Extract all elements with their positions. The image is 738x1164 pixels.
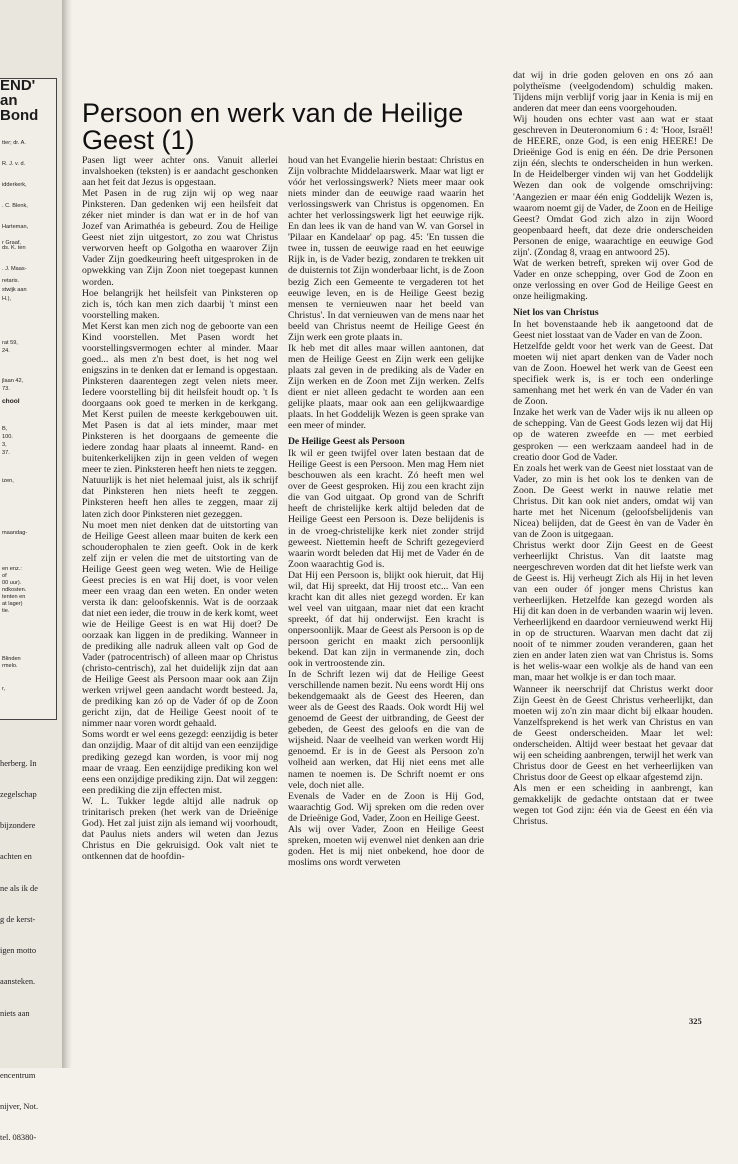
- paragraph: Soms wordt er wel eens gezegd: eenzijdig is beter dan onzijdig. Maar of dit altijd van een eenzijdige prediking gezegd kan worden, is voor mij nog maar de vraag. Een eenzijdige prediking kon wel eens een onzijdige prediking zijn. Dat wil zeggen: een prediking die zijn effecten mist.: [82, 729, 278, 796]
- left-item: izen,: [2, 478, 14, 484]
- contact-line: R. J. v. d.: [2, 161, 26, 167]
- left-item: chool: [2, 398, 20, 405]
- left-line: [0, 1040, 60, 1050]
- left-line: g de kerst-: [0, 914, 36, 924]
- left-item: 37.: [2, 450, 10, 456]
- paragraph: Inzake het werk van de Vader wijs ik nu alleen op de schepping. Van de Geest Gods lezen wij dat Hij op de wateren zweefde en — met eerbied gesproken — een werkzaam aandeel had in de creatio door God de Vader.: [513, 407, 713, 463]
- left-line: igen motto: [0, 946, 37, 956]
- left-item: rat 59,: [2, 340, 18, 346]
- paragraph: Evenals de Vader en de Zoon is Hij God, waarachtig God. Wij spreken om die reden over de Drieënige God, Vader, Zoon en Heilige Geest.: [288, 790, 484, 824]
- left-item: 73.: [2, 386, 10, 392]
- paragraph: Nu moet men niet denken dat de uitstorting van de Heilige Geest alleen maar buiten de kerk een schouderophalen te zien geeft. Ook in de kerk zelf zijn er velen die met de uitstorting van de Heilige Geest geen weg weten. Wie de Heilige Geest precies is en wat Hij doet, is voor velen meer een vraag dan een weten. En onder weten versta ik dan: geloofskennis. Wat is de oorzaak dat niet een ieder, die trouw in de kerk komt, weet wie de Heilige Geest is en wat Hij doet? De oorzaak kan liggen in de prediking. Wanneer in de prediking alle nadruk alleen valt op God de Vader (patrocentrisch) of alleen maar op Christus (christo-centrisch), zal het duidelijk zijn dat aan de Heilige Geest als Persoon maar ook aan Zijn werken vrijwel geen aandacht wordt besteed. Ja, de prediking kan zó op de Vader óf op de Zoon gericht zijn, dat de Heilige Geest nooit of te nimmer naar voren wordt gehaald.: [82, 519, 278, 730]
- paragraph: In het bovenstaande heb ik aangetoond dat de Geest niet losstaat van de Vader en van de Zoon.: [513, 318, 713, 342]
- section-heading: De Heilige Geest als Persoon: [288, 436, 405, 448]
- contact-line: . J. Maas-: [2, 266, 27, 272]
- left-page-header: [0, 78, 60, 123]
- left-item: tie.: [2, 608, 10, 614]
- left-line: encentrum: [0, 1070, 36, 1080]
- article-column-2: [288, 155, 484, 1025]
- paragraph: Met Kerst kan men zich nog de geboorte van een Kind voorstellen. Met Pasen wordt het voorstellingsvermogen echter al minder. Maar goed... als men z'n best doet, is het nog wel enigszins in te denken dat er Iemand is opgestaan. Pinksteren daarentegen zegt velen niets meer. Iedere voorstelling bij dit heilsfeit houdt op. 't Is doorgaans ook goed te merken in de kerkgang. Met Kerst puilen de meeste kerkgebouwen uit. Met Pasen is dat al iets minder, maar met Pinksteren is het doorgaans de gemeente die iedere zondag haar plaats al inneemt. Rand- en buitenkerkelijken zijn in geen velden of wegen meer te zien. Pinksteren heeft hen niets te zeggen.: [82, 320, 278, 476]
- left-item: H.),: [2, 296, 12, 302]
- left-item: en enz.:: [2, 566, 22, 572]
- paragraph: W. L. Tukker legde altijd alle nadruk op trinitarisch preken (het werk van de Drieënige God). Het zal juist zijn als iemand wij voorhoudt, dat Paulus niets anders wil weten dan Jezus Christus en Die gekruisigd. Ook valt niet te ontkennen dat de hoofdin-: [82, 795, 278, 862]
- contact-line: . C. Blenk,: [2, 203, 28, 209]
- paragraph: Wanneer ik neerschrijf dat Christus werkt door Zijn Geest èn de Geest Christus verheerlijkt, dan moeten wij zo'n zin maar dicht bij elkaar houden. Vanzelfsprekend is het werk van Christus en van de Geest onderscheiden. Maar let wel: onderscheiden. Altijd weer bestaat het gevaar dat wij een scheiding aanbrengen, terwijl het werk van Christus door de Geest en het verheerlijken van Christus door de Geest op elkaar afgestemd zijn.: [513, 683, 713, 783]
- contact-line: stwijk aan: [2, 287, 27, 293]
- left-item: Blinden: [2, 656, 21, 662]
- paragraph: En zoals het werk van de Geest niet losstaat van de Vader, zo min is het ook los te denken van de Zoon. De Geest werkt in nauwe relatie met Christus. Dit kan ook niet anders, omdat wij van harte met het Nicenum (geloofsbelijdenis van Nicea) belijden, dat de Geest èn van de Vader èn van de Zoon is uitgegaan.: [513, 462, 713, 540]
- left-item: 00 uur).: [2, 580, 22, 586]
- left-line: herberg. In: [0, 758, 37, 768]
- left-line: zegelschap: [0, 790, 37, 800]
- left-item: r Graaf,: [2, 240, 21, 246]
- paragraph: Wat de werken betreft, spreken wij over God de Vader en onze schepping, over God de Zoon en onze verlossing en over God de Heilige Geest en onze heiligmaking.: [513, 257, 713, 302]
- left-line: niets aan: [0, 1008, 30, 1018]
- paragraph: In de Schrift lezen wij dat de Heilige Geest verschillende namen bezit. Nu eens wordt Hij ons bekendgemaakt als de Geest des Heeren, dan weer als de Geest des Raads. Ook wordt Hij wel genoemd de Geest der uitbranding, de Geest der gebeden, de Geest des geloofs en die van de wijsheid. Naar de veelheid van werken wordt Hij genoemd. Er is in de Geest als Persoon zo'n volheid aan werken, dat Hij niet eens met alle namen te noemen is. De Schrift noemt er ons vele, doch niet alle.: [288, 669, 484, 791]
- left-item: maandag-: [2, 530, 28, 536]
- paragraph: dat wij in drie goden geloven en ons zó aan polytheïsme (veelgodendom) schuldig maken. Tijdens mijn verblijf vorig jaar in Kenia is mij en anderen dat meer dan eens voorgehouden.: [513, 70, 713, 115]
- contact-line: idderkerk,: [2, 182, 27, 188]
- header-line: END': [0, 77, 36, 94]
- left-line: tel. 08380-: [0, 1133, 37, 1143]
- left-item: jlaan 42,: [2, 378, 24, 384]
- left-item: tenten en: [2, 594, 26, 600]
- left-item: of: [2, 573, 7, 579]
- contact-line: tter; dr. A.: [2, 140, 26, 146]
- left-page-fragment: [0, 0, 62, 1143]
- left-item: 100.: [2, 434, 13, 440]
- header-line: an: [0, 92, 18, 109]
- paragraph: Ik heb met dit alles maar willen aantonen, dat men de Heilige Geest en Zijn werk een gelijke plaats zal geven in de prediking als de Vader en Zijn werken en de Zoon met Zijn werken. Zelfs dient er niet alleen gedacht te worden aan een gelijke plaats, maar ook aan een gelijkwaardige plaats. In het Goddelijk Wezen is geen sprake van een meer of minder.: [288, 342, 484, 432]
- article-title: Persoon en werk van de Heilige Geest (1): [82, 98, 464, 155]
- left-line: achten en: [0, 852, 32, 862]
- header-line: Bond: [0, 107, 39, 124]
- contact-line: ds. K. ten: [2, 245, 26, 251]
- paragraph: Als wij over Vader, Zoon en Heilige Geest spreken, moeten wij evenwel niet denken aan drie goden. Het is mij niet onbekend, hoe door de moslims ons wordt verweten: [288, 823, 484, 868]
- paragraph: Als men er een scheiding in aanbrengt, kan gemakkelijk de gedachte ontstaan dat er twee wegen tot God zijn: één via de Geest en één via Christus.: [513, 782, 713, 828]
- left-line: aansteken.: [0, 977, 36, 987]
- left-item: 24.: [2, 348, 10, 354]
- left-body-text: [0, 738, 60, 1164]
- paragraph: Ik wil er geen twijfel over laten bestaan dat de Heilige Geest is een Persoon. Men mag Hem niet beschouwen als een kracht. Zó heeft men wel over de Geest gesproken. Hij zou een kracht zijn die van God uitgaat. Op grond van de Schrift heeft de christelijke kerk altijd beleden dat de Heilige Geest een Persoon is. Deze belijdenis is in de vroeg-christelijke kerk niet zonder strijd geweest. Niettemin heeft de Schrift gezegevierd waarin wordt beleden dat Hij met de Vader én de Zoon waarachtig God is.: [288, 448, 484, 570]
- left-item: ndkosten.: [2, 587, 27, 593]
- paragraph: Pasen ligt weer achter ons. Vanuit allerlei invalshoeken (teksten) is er aandacht geschonken aan het feit dat Jezus is opgestaan.: [82, 155, 278, 189]
- left-item: retaris.: [2, 278, 20, 284]
- page-number: 325: [689, 1016, 702, 1026]
- left-item: 3,: [2, 442, 7, 448]
- page-gutter: [62, 0, 72, 1068]
- paragraph: Wij houden ons echter vast aan wat er staat geschreven in Deuteronomium 6 : 4: 'Hoor, Israël! de HEERE, onze God, is een enig HEERE! De Drieënige God is enig en één. De drie Personen zijn één, slechts te onderscheiden in hun werken. In de Heidelberger vinden wij van het Goddelijk Wezen dan ook de volgende omschrijving: 'Aangezien er maar één enig Goddelijk Wezen is, waarom noemt gij de Vader, de Zoon en de Heilige Geest? Omdat God zich alzo in zijn Woord geopenbaard heeft, dat deze drie onderscheiden Personen de enige, waarachtige en eeuwige God zijn'. (Zondag 8, vraag en antwoord 25).: [513, 114, 713, 258]
- paragraph: Natuurlijk is het niet helemaal juist, als ik schrijf dat Pinksteren hen niets heeft te zeggen. Pinksteren heeft hen alles te zeggen, maar zij laten zich door Pinksteren niet gezeggen.: [82, 475, 278, 520]
- left-item: r,: [2, 686, 6, 692]
- paragraph: Hetzelfde geldt voor het werk van de Geest. Dat moeten wij niet apart denken van de Vader noch van de Zoon. Hoewel het werk van de Geest een specifiek werk is, is er toch een onderlinge samenhang met het werk én van de Vader én van de Zoon.: [513, 341, 713, 408]
- paragraph: Christus werkt door Zijn Geest en de Geest verheerlijkt Christus. Van dit laatste mag neergeschreven worden dat dit het liefste werk van de Geest is. Hij verheugt Zich als Hij in het leven van een ouder óf jonger mens Christus kan verheerlijken. Hetzelfde kan gezegd worden als Hij dit kan doen in de verbanden waarin wij leven. Verheerlijkend en daardoor vernieuwend werkt Hij in op de structuren. Waarvan men dacht dat zij nooit of te nimmer zouden veranderen, gaan het zien en ander laten zien wat van Christus is. Soms is het welis-waar een wolkje als de hand van een man, maar het wolkje is er dan toch maar.: [513, 539, 713, 684]
- left-item: rmelo.: [2, 663, 18, 669]
- paragraph: houd van het Evangelie hierin bestaat: Christus en Zijn volbrachte Middelaarswerk. Maar wat ligt er vóór het verlossingswerk? Niets meer maar ook niets minder dan de eeuwige raad waarin het verlossingswerk van Christus is opgenomen. En achter het verlossingswerk ligt het eeuwige rijk. En dan lees ik van de hand van W. van Gorsel in 'Pilaar en Kandelaar' op pag. 45: 'En tussen die twee in, tussen de eeuwige raad en het eeuwige Rijk in, is de Vader bezig, zondaren te trekken uit de duisternis tot Zijn wonderbaar licht, is de Zoon bezig Zich een Gemeente te vergaderen tot het eeuwige leven, en is de Heilige Geest bezig mensen te vernieuwen naar het beeld van Christus'. In dat vernieuwen van de mens naar het beeld van Christus neemt de Heilige Geest én Zijn werk een grote plaats in.: [288, 155, 484, 343]
- contact-line: Harteman,: [2, 224, 29, 230]
- left-line: ne als ik de: [0, 883, 38, 893]
- left-item: B,: [2, 426, 8, 432]
- section-heading: Niet los van Christus: [513, 306, 599, 318]
- left-line: nijver, Not.: [0, 1101, 39, 1111]
- article-column-1: [82, 155, 278, 1025]
- paragraph: Met Pasen in de rug zijn wij op weg naar Pinksteren. Dan gedenken wij een heilsfeit dat zéker niet minder is dan wat er in de hof van Jozef van Arimathéa is gebeurd. Zou de Heilige Geest niet zijn uitgestort, zo zou wat Christus verworven heeft op Golgotha en waarover Zijn Vader Zijn goedkeuring heeft uitgesproken in de opwekking van Zijn Zoon niet toegepast kunnen worden.: [82, 188, 278, 288]
- left-line: bijzondere: [0, 821, 36, 831]
- article-page: [72, 0, 738, 1068]
- left-item: at lager): [2, 601, 23, 607]
- paragraph: Hoe belangrijk het heilsfeit van Pinksteren op zich is, tóch kan men zich daarbij 't minst een voorstelling maken.: [82, 287, 278, 321]
- article-column-3: [513, 70, 713, 1025]
- paragraph: Dat Hij een Persoon is, blijkt ook hieruit, dat Hij wil, dat Hij spreekt, dat Hij troost etc... Van een kracht kan dit alles niet gezegd worden. Er kan wel veel van uitgaan, maar niet dat een kracht spreekt, óf dat hij onderwijst. Een kracht is onpersoonlijk. Maar de Geest als Persoon is op de persoon gericht en maakt zich persoonlijk bekend. Dat kan zijn in vermanende zin, doch ook in vertroostende zin.: [288, 569, 484, 670]
